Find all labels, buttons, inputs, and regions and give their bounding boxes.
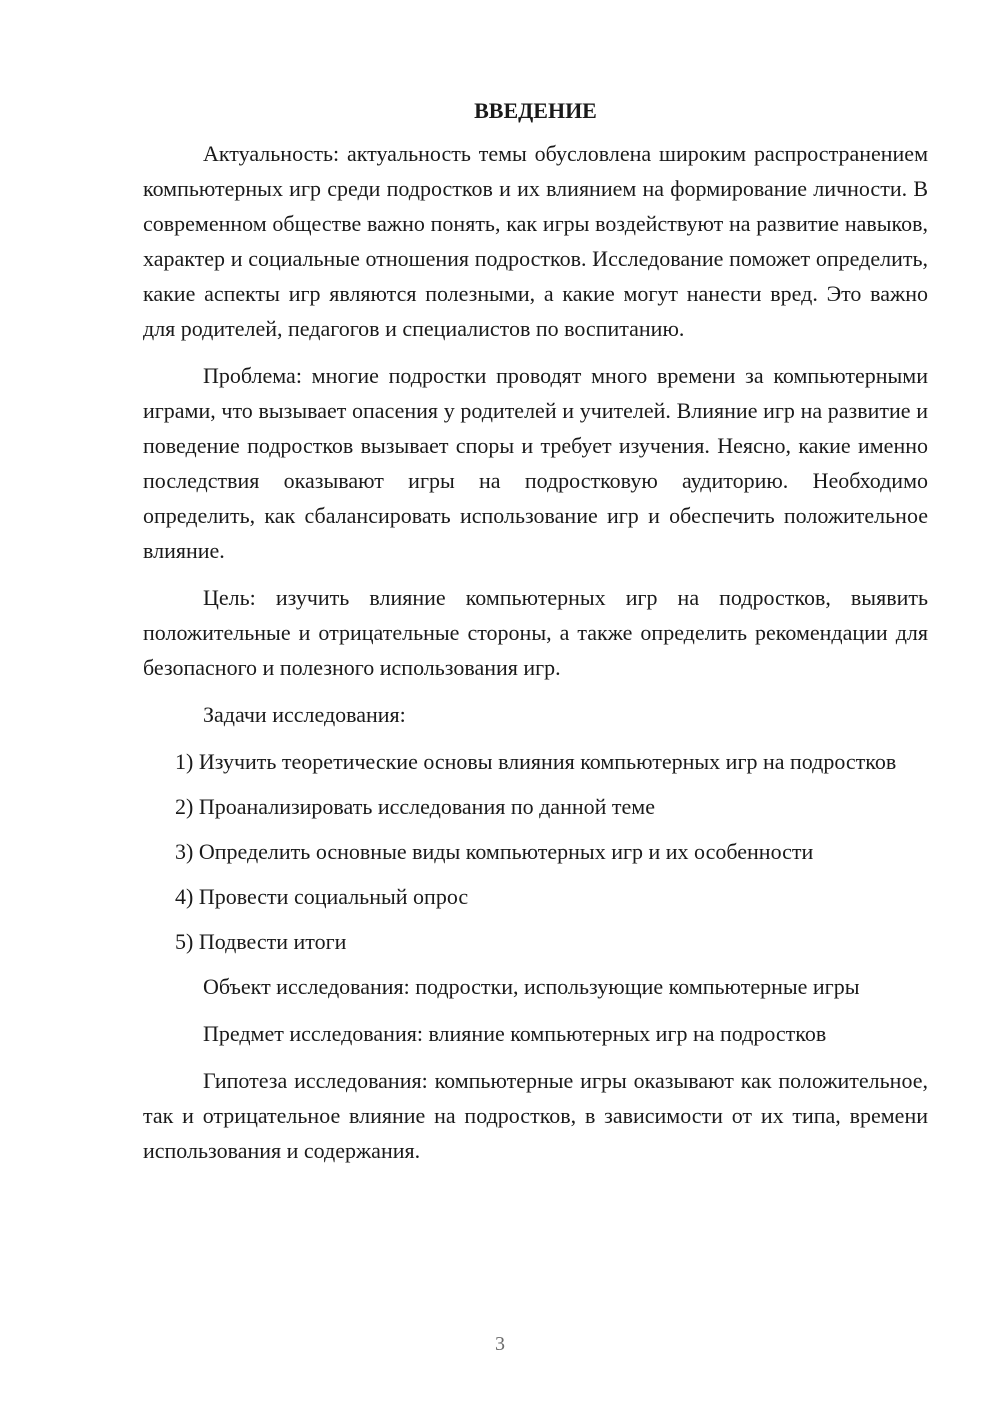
list-item: 4) Провести социальный опрос (175, 884, 469, 909)
paragraph-problem: Проблема: многие подростки проводят много времени за компьютерными играми, что вызывает опасения у родителей и учителей. Влияние игр на развитие и поведение подростков вызывает споры и требует изучения. Неясно, какие именно последствия оказывают игры на подростковую аудиторию. Необходимо определить, как сбалансировать использование игр и обеспечить положительное влияние. (143, 363, 928, 563)
tasks-heading: Задачи исследования: (203, 702, 406, 727)
list-item: 1) Изучить теоретические основы влияния компьютерных игр на подростков (175, 749, 897, 774)
list-item: 3) Определить основные виды компьютерных игр и их особенности (175, 839, 814, 864)
page-title: ВВЕДЕНИЕ (474, 98, 597, 123)
paragraph-hypothesis: Гипотеза исследования: компьютерные игры оказывают как положительное, так и отрицательное влияние на подростков, в зависимости от их типа, времени использования и содержания. (143, 1068, 928, 1163)
tasks-list (143, 744, 928, 959)
list-item: 5) Подвести итоги (175, 929, 347, 954)
paragraph-relevance: Актуальность: актуальность темы обусловлена широким распространением компьютерных игр среди подростков и их влиянием на формирование личности. В современном обществе важно понять, как игры воздействуют на развитие навыков, характер и социальные отношения подростков. Исследование поможет определить, какие аспекты игр являются полезными, а какие могут нанести вред. Это важно для родителей, педагогов и специалистов по воспитанию. (143, 141, 928, 341)
page-number: 3 (495, 1333, 505, 1355)
paragraph-goal: Цель: изучить влияние компьютерных игр на подростков, выявить положительные и отрицательные стороны, а также определить рекомендации для безопасного и полезного использования игр. (143, 585, 928, 680)
paragraph-subject: Предмет исследования: влияние компьютерных игр на подростков (203, 1021, 827, 1046)
paragraph-object: Объект исследования: подростки, использующие компьютерные игры (203, 974, 860, 999)
list-item: 2) Проанализировать исследования по данной теме (175, 794, 655, 819)
